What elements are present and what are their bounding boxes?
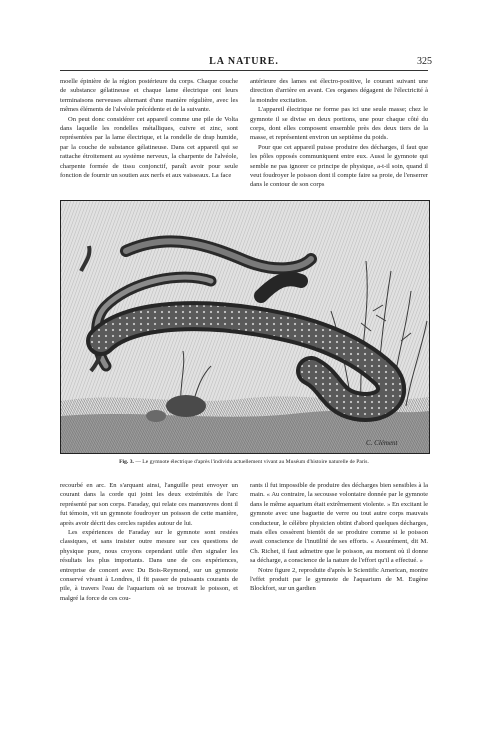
bottom-right-column bbox=[250, 481, 428, 603]
paragraph: rants il fut impossible de produire des décharges bien sensibles à la main. « Au contraire, la secousse volontaire donnée par le gymnote dans le même aquarium était extrêmement violente. » En excitant le gymnote avec une baguette de verre ou tout autre corps mauvais conducteur, le célèbre physicien obtint d'abord quelques décharges, mais elles cessèrent bientôt de se produire comme si le poisson avait conscience de l'inutilité de ses efforts. « Assurément, dit M. Ch. Richet, il faut admettre que le poisson, au moment où il donne sa décharge, a conscience de la nature de l'effort qu'il a effectué. » bbox=[250, 481, 428, 565]
bottom-left-column bbox=[60, 481, 238, 603]
top-right-column bbox=[250, 77, 428, 190]
figure-caption bbox=[60, 459, 428, 466]
figure-number: Fig. 3. bbox=[119, 458, 134, 465]
paragraph: Les expériences de Faraday sur le gymnote sont restées classiques, et sans insister outre mesure sur ces questions de physique pure, nous croyons cependant utile d'en signaler les résultats les plus importants. Dans une de ces expériences, entreprise de concert avec Du Bois-Reymond, sur un gymnote conservé vivant à Londres, il fit passer de puissants courants de pile, à travers l'eau de l'aquarium où se trouvait le poisson, et malgré la force de ces cou- bbox=[60, 528, 238, 602]
gymnote-illustration bbox=[60, 200, 430, 454]
paragraph: recourbé en arc. En s'arquant ainsi, l'anguille peut envoyer un courant dans la corde qui joint les deux extrémités de l'arc représenté par son corps. Faraday, qui relate ces manœuvres dont il fut témoin, vit un gymnote foudroyer un poisson de cette manière, après avoir décrit des cercles rapides autour de lui. bbox=[60, 481, 238, 527]
top-left-column bbox=[60, 77, 238, 190]
page bbox=[60, 56, 432, 603]
paragraph: On peut donc considérer cet appareil comme une pile de Volta dans laquelle les rondelles métalliques, cuivre et zinc, sont représentées par la lame électrique, et la rondelle de drap humide, par la couche de substance gélatineuse. Dans cet appareil qui se rattache étroitement au système nerveux, la charpente de l'alvéole, charpente formée de tissu conjonctif, paraît avoir pour seule fonction de fournir un soutien aux nerfs et aux vaisseaux. La face bbox=[60, 115, 238, 180]
paragraph: moelle épinière de la région postérieure du corps. Chaque couche de substance gélatineuse et chaque lame électrique ont leurs terminaisons nerveuses alternant d'une manière régulière, avec les mêmes éléments de l'alvéole précédente et de la suivante. bbox=[60, 78, 238, 114]
rock bbox=[166, 395, 206, 417]
paragraph: Notre figure 2, reproduite d'après le Scientific American, montre l'effet produit par le gymnote de l'aquarium de M. Eugène Blockfort, sur un gardien bbox=[250, 566, 428, 593]
engraving bbox=[61, 201, 429, 453]
caption-text: — Le gymnote électrique d'après l'individu actuellement vivant au Muséum d'histoire naturelle de Paris. bbox=[135, 458, 369, 465]
paragraph: antérieure des lames est électro-positive, le courant suivant une direction d'arrière en avant. Ces organes dégagent de l'électricité à la moindre excitation. bbox=[250, 78, 428, 104]
paragraph: Pour que cet appareil puisse produire des décharges, il faut que les pôles opposés communiquent entre eux. Aussi le gymnote qui semble ne pas ignorer ce principe de physique, a-t-il soin, quand il veut foudroyer le poisson dont il compte faire sa proie, de l'enserrer dans le contour de son corps bbox=[250, 143, 428, 189]
top-columns bbox=[60, 77, 428, 190]
running-title: LA NATURE. bbox=[209, 56, 279, 67]
paragraph: L'appareil électrique ne forme pas ici une seule masse; chez le gymnote il se divise en deux portions, une pour chaque côté du corps, dont elles composent ensemble près des deux tiers de la masse, et représentent environ un septième du poids. bbox=[250, 106, 428, 142]
bottom-columns bbox=[60, 481, 428, 603]
page-number: 325 bbox=[417, 56, 432, 67]
page-header bbox=[60, 56, 432, 71]
engraver-signature: C. Clément bbox=[366, 438, 398, 447]
